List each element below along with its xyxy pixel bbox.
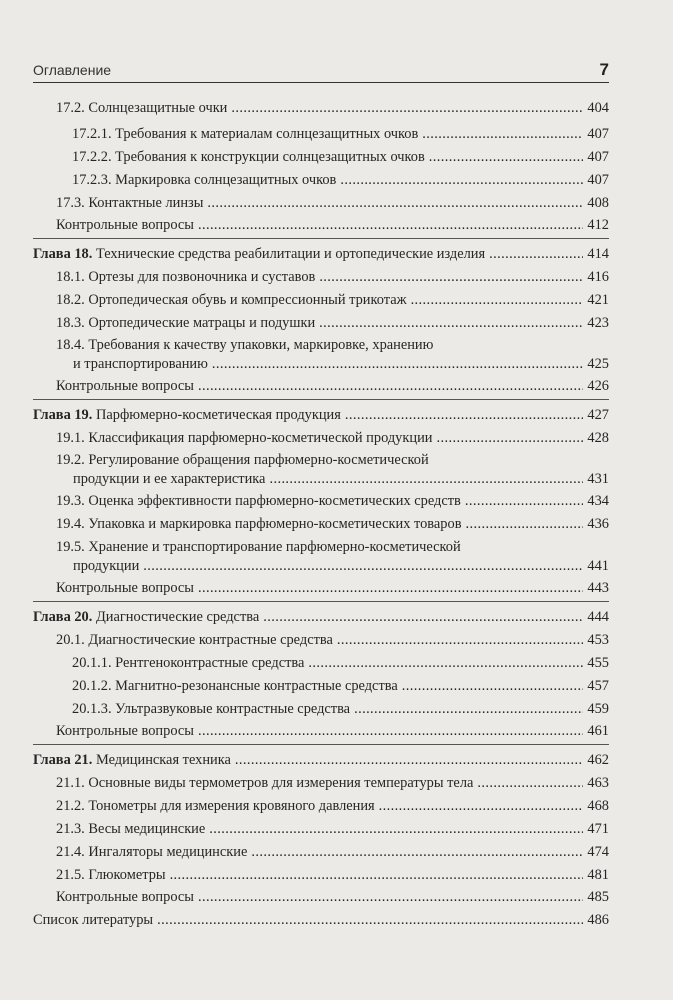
toc-entry: 20.1.2. Магнитно-резонансные контрастные средства . . . 457: [72, 677, 609, 696]
toc-entry: 19.5. Хранение и транспортирование парфюмерно-косметической продукции . . . 441: [56, 538, 609, 576]
toc-entry: 21.1. Основные виды термометров для измерения температуры тела . . . 463: [56, 774, 609, 793]
page-number: 7: [599, 60, 609, 79]
toc-entry: 18.2. Ортопедическая обувь и компрессионный трикотаж . . . 421: [56, 291, 609, 310]
toc-entry: 21.4. Ингаляторы медицинские . . . 474: [56, 843, 609, 862]
divider: [33, 744, 609, 745]
toc-entry: 18.1. Ортезы для позвоночника и суставов . . . 416: [56, 268, 609, 287]
toc-chapter: Глава 18. Технические средства реабилитации и ортопедические изделия . . . 414: [33, 245, 609, 264]
toc-entry: Контрольные вопросы . . . 461: [56, 722, 609, 741]
toc-entry: 19.3. Оценка эффективности парфюмерно-косметических средств . . . 434: [56, 492, 609, 511]
divider: [33, 238, 609, 239]
toc-entry: Контрольные вопросы . . . 485: [56, 888, 609, 907]
divider: [33, 399, 609, 400]
toc-entry: Контрольные вопросы . . . 426: [56, 377, 609, 396]
toc-entry: 20.1. Диагностические контрастные средства . . . 453: [56, 631, 609, 650]
toc-entry: 21.5. Глюкометры . . . 481: [56, 866, 609, 885]
toc-entry: 17.2.2. Требования к конструкции солнцезащитных очков . . . 407: [72, 148, 609, 167]
toc-entry: 19.2. Регулирование обращения парфюмерно-косметической продукции и ее характеристика . . . 431: [56, 451, 609, 489]
toc-entry: 19.4. Упаковка и маркировка парфюмерно-косметических товаров . . . 436: [56, 515, 609, 534]
toc-chapter: Глава 19. Парфюмерно-косметическая продукция . . . 427: [33, 406, 609, 425]
toc-entry: 17.3. Контактные линзы . . . 408: [56, 194, 609, 213]
toc-chapter: Глава 21. Медицинская техника . . . 462: [33, 751, 609, 770]
toc-entry: 17.2. Солнцезащитные очки . . . 404: [56, 99, 609, 118]
toc-entry: 20.1.3. Ультразвуковые контрастные средства . . . 459: [72, 700, 609, 719]
toc-entry: 18.4. Требования к качеству упаковки, маркировке, хранению и транспортированию . . . 425: [56, 336, 609, 374]
toc-entry: 20.1.1. Рентгеноконтрастные средства . . . 455: [72, 654, 609, 673]
toc-entry: 21.2. Тонометры для измерения кровяного давления . . . 468: [56, 797, 609, 816]
toc-entry: 17.2.3. Маркировка солнцезащитных очков . . . 407: [72, 171, 609, 190]
toc-entry: 19.1. Классификация парфюмерно-косметической продукции . . . 428: [56, 429, 609, 448]
toc-entry: 21.3. Весы медицинские . . . 471: [56, 820, 609, 839]
toc-entry: Контрольные вопросы . . . 412: [56, 216, 609, 235]
divider: [33, 601, 609, 602]
toc-entry: 18.3. Ортопедические матрацы и подушки . . . 423: [56, 314, 609, 333]
toc-entry: 17.2.1. Требования к материалам солнцезащитных очков . . . 407: [72, 125, 609, 144]
toc-chapter: Глава 20. Диагностические средства . . . 444: [33, 608, 609, 627]
toc-entry: Контрольные вопросы . . . 443: [56, 579, 609, 598]
header-title: Оглавление: [33, 62, 112, 78]
toc-entry: Список литературы . . . 486: [33, 911, 609, 930]
